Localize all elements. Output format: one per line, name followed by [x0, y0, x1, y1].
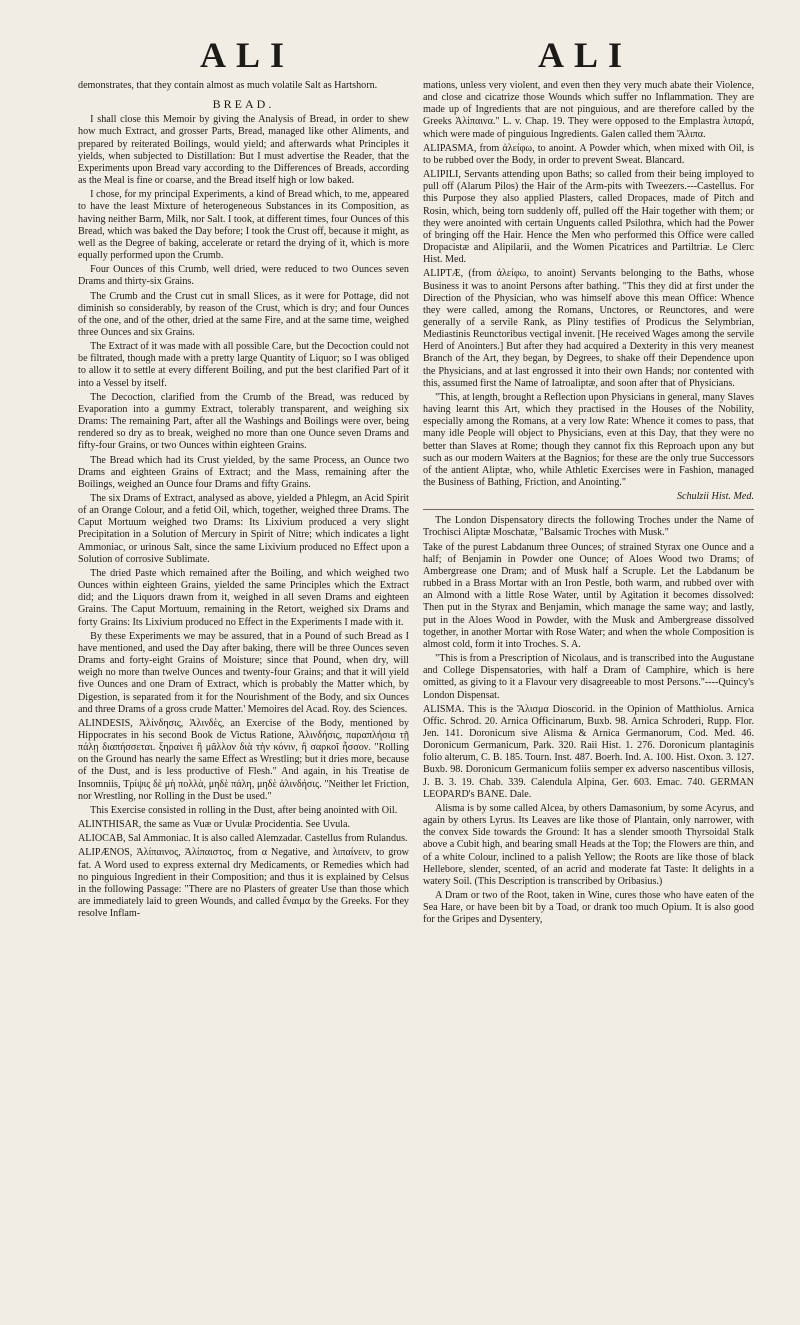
dictionary-entry: ALISMA. This is the Ἄλισμα Dioscorid. in the Opinion of Matthiolus. Arnica Offic. Schrod. 20. Arnica Officinarum, Buxb. 98. Arnica Schroderi, Rupp. Flor. Jen. 141. Doronicum sive Alisma & Arnica Germanorum, Cod. Med. 46. Doronicum Germanicum, Park. 320. Raii Hist. 1. 276. Doronicum plantaginis folio alterum, C. B. 185. Tourn. Inst. 487. Boerh. Ind. A. 100. Hist. Oxon. 3. 127. Buxb. 98. Doronicum Germanicum foliis semper ex adverso nascentibus villosis, J. B. 3. 19. Chab. 339. Calendula Alpina, Ger. 603. Emac. 740. GERMAN LEOPARD's BANE. Dale. [423, 703, 754, 800]
paragraph: "This is from a Prescription of Nicolaus, and is transcribed into the Augustane and College Dispensatories, with half a Dram of Camphire, which is here omitted, as giving to it a Flavour very disagreeable to most Persons."----Quincy's London Dispensat. [423, 653, 754, 701]
left-column [78, 80, 409, 928]
recipe-block: Take of the purest Labdanum three Ounces; of strained Styrax one Ounce and a half; of Benjamin in Powder one Ounce; of Aloes Wood two Drams; of Ambergrease one Dram; and of Musk half a Scruple. Let the Labdanum be rubbed in a Brass Mortar with an Iron Pestle, both warm, and rubbed over with an Almond with a little Rose Water, until by Agitation it becomes dissolved: Then put in the Styrax and Benjamin, which manage the same way; and lastly, put in the Aloes Wood in Powder, with the Musk and Ambergrease dissolved together, in another Mortar with Rose Water; and when the whole Composition is almost cold, form it into Troches. S. A. [423, 541, 754, 650]
divider [423, 509, 754, 510]
paragraph: I shall close this Memoir by giving the Analysis of Bread, in order to shew how much Extract, and grosser Parts, Bread, managed like other Aliments, and prepared by reiterated Boilings, would yield; and afterwards what Principles it yields, when subjected to Distillation: But I must advertise the Reader, that the Experiments upon Bread vary according to the Differences of Breads, according as the Meal is fine or coarse, and the Bread itself high or low baked. [78, 114, 409, 187]
paragraph: The six Drams of Extract, analysed as above, yielded a Phlegm, an Acid Spirit of an Orange Colour, and a fetid Oil, which, together, weighed three Drams. The Caput Mortuum weighed two Drams: Its Lixivium produced a very slight Precipitation in a Solution of Mercury in Spirit of Nitre; which indicates a light Ammoniac, or urinous Salt, since the same Lixivium produced no Effect upon a Solution of corrosive Sublimate. [78, 493, 409, 565]
header-left: ALI [199, 35, 295, 75]
dictionary-entry: ALIPASMA, from ἀλείφω, to anoint. A Powder which, when mixed with Oil, is to be rubbed over the Body, in order to prevent Sweat. Blancard. [423, 142, 754, 166]
paragraph: The Extract of it was made with all possible Care, but the Decoction could not be filtrated, though made with a pretty large Quantity of Liquor; so I was obliged to allow it to settle at every different Boiling, and put the best clarified Part of it into a Vessel by itself. [78, 341, 409, 389]
paragraph: The dried Paste which remained after the Boiling, and which weighed two Ounces within eighteen Grains, yielded the same Principles which the Extract did; and the Liquors drawn from it, weighed in all seven Drams and eighteen Grains. The Caput Mortuum, remaining in the Retort, weighed six Drams and forty Grains: Its Lixivium produced no Effect in the Experiments I made with it. [78, 567, 409, 628]
paragraph: A Dram or two of the Root, taken in Wine, cures those who have eaten of the Sea Hare, or have been bit by a Toad, or drank too much Opium. It is also good for the Gripes and Dysentery, [423, 890, 754, 926]
dictionary-entry: ALINDESIS, Ἀλίνδησις, Ἀλινδὲς, an Exercise of the Body, mentioned by Hippocrates in his second Book de Victus Ratione, Ἀλινδήσις, παραπλήσια τῇ πάλῃ διαπήσσεται. ξηραίνει ἢ μᾶλλον διὰ τὴν κόνιν, ἢ σαρκοῖ ἧσσον. "Rolling on the Ground has nearly the same Effect as Wrestling; but it dries more, because of the Dust, and is less productive of Flesh." And again, in his Treatise de Insomniis, Τρίψις δὲ μὴ πολλὰ, μηδὲ πάλη, μηδὲ ἀλινδήσις. "Neither let Friction, nor Wrestling, nor Rolling in the Dust be used." [78, 717, 409, 802]
two-column-body [78, 80, 754, 928]
paragraph: mations, unless very violent, and even then they very much abate their Violence, and close and cicatrize those Wounds which suffer no Inflammation. They are made up of Ingredients that are not pinguious, and are therefore called by the Greeks Ἀλίπαινα." L. v. Chap. 19. They were opposed to the Emplastra λιπαρά, which were made of pinguious Ingredients. Galen called them Ἄλιπα. [423, 80, 754, 140]
citation: Schulzii Hist. Med. [676, 491, 754, 503]
paragraph: The Bread which had its Crust yielded, by the same Process, an Ounce two Drams and eighteen Grains of Extract; and the Mass, remaining after the Boilings, weighed an Ounce four Drams and fifty Grains. [78, 454, 409, 490]
paragraph: By these Experiments we may be assured, that in a Pound of such Bread as I have mentioned, and used the Day after baking, there will be three Ounces seven Drams and forty-eight Grains of Moisture; since that Pound, when dry, will weigh no more than twelve Ounces and twenty-four Grains; and that it will yield five Ounces and one Dram of Extract, which is probably the Matter which, by Digestion, is separated from it for the Nourishment of the Body, and six Ounces and three Drams of a gross crude Matter.' Memoires del Acad. Roy. des Sciences. [78, 630, 409, 715]
paragraph: This Exercise consisted in rolling in the Dust, after being anointed with Oil. [90, 804, 398, 816]
running-header [78, 34, 754, 74]
dictionary-entry: ALIPÆNOS, Ἀλίπαινος, Ἀλίπαιστος, from α Negative, and λιπαίνειν, to grow fat. A Word used to express external dry Medicaments, or Remedies which had no pinguious Ingredient in their Composition; and thus it is explained by Celsus in the following Passage: "There are no Plasters of greater Use than those which are immediately laid to green Wounds, and called ἔναιμα by the Greeks. For they resolve Inflam- [78, 847, 409, 920]
dictionary-entry: ALIPILI, Servants attending upon Baths; so called from their being imployed to pull off (Alarum Pilos) the Hair of the Arm-pits with Tweezers.---Castellus. For this Purpose they also applied Plasters, called Dropaces, made of Pitch and Rosin, which, being torn suddenly off, pulled off the Hair together with them; or they were anointed with certain Unguents called Psilothra, which had the Power of bringing off the Hair. Hence the Men who performed this Office were called Dropacistæ and Alipilarii, and the Women Picatrices and Partiltriæ. Le Clerc Hist. Med. [423, 169, 754, 266]
header-right: ALI [537, 35, 633, 75]
dictionary-entry: ALIOCAB, Sal Ammoniac. It is also called Alemzadar. Castellus from Rulandus. [78, 833, 408, 845]
section-heading: BREAD. [212, 97, 275, 112]
paragraph: The Crumb and the Crust cut in small Slices, as it were for Pottage, did not diminish so considerably, by reason of the Crust, which is dry; and four Ounces of the one, and of the other, dried at the same Fire, and at the same time, weighed three Ounces and six Grains. [78, 290, 409, 338]
paragraph: Alisma is by some called Alcea, by others Damasonium, by some Acyrus, and again by others Lyrus. Its Leaves are like those of Plantain, only narrower, with the convex Side towards the Ground: It has a slender smooth Thyrsoidal Stalk above a Cubit high, and bearing small Heads at the Top; the Flowers are thin, and of a white Colour, inclined to a palish Yellow; the Roots are like those of black Hellebore, slender, scented, of an acrid and moderate fat Taste: It delights in a watery Soil. (This Description is transcribed by Oribasius.) [423, 802, 754, 887]
dictionary-entry: ALINTHISAR, the same as Vuæ or Uvulæ Procidentia. See Uvula. [78, 819, 350, 831]
paragraph: The London Dispensatory directs the following Troches under the Name of Trochisci Aliptæ Moschatæ, "Balsamic Troches with Musk." [423, 515, 754, 539]
dictionary-entry: ALIPTÆ, (from ἀλείφω, to anoint) Servants belonging to the Baths, whose Business it was to anoint Persons after bathing. "This they did at first under the Direction of the Physician, who was himself above this mean Office: Whence they were called, among the Romans, Unctores, or Reunctores, and were generally of a servile Rank, as Pliny testifies of Prodicus the Selymbrian, Mediastinis Reunctoribus vectigal invenit. [He received Wages among the servile Herd of Anointers.] But after they had acquired a Dexterity in this very meanest Branch of the Art, they began, by Degrees, to shake off their Dependence upon the Physicians, and at last engrossed it into their own Hands; nor contented with this, assumed first the Name of Iatroaliptæ, and soon after that of Physicians. [423, 268, 754, 389]
paragraph: The Decoction, clarified from the Crumb of the Bread, was reduced by Evaporation into a gummy Extract, tolerably transparent, and weighing six Drams: The remaining Part, after all the Washings and Boilings were over, being rendered so dry as to break, weighed no more than one Ounce seven Drams and fifty-four Grains, or two Ounces within eighteen Grains. [78, 391, 409, 452]
paragraph: I chose, for my principal Experiments, a kind of Bread which, to me, appeared to have the least Mixture of heterogeneous Substances in its Composition, as having neither Barm, Milk, nor Salt. I took, at different times, four Ounces of this Bread, which was baked the Day before; I took the Crust off, because it might, as well as the Degree of baking, accelerate or retard the drying of it, which is more equally performed upon the Crumb. [78, 189, 409, 262]
paragraph: demonstrates, that they contain almost as much volatile Salt as Hartshorn. [78, 80, 378, 91]
paragraph: Four Ounces of this Crumb, well dried, were reduced to two Ounces seven Drams and thirty-six Grains. [78, 264, 409, 288]
paragraph: "This, at length, brought a Reflection upon Physicians in general, many Slaves having learnt this Art, which they practised in the Houses of the Nobility, especially among the Romans, at a very low Rate: Whence it comes to pass, that many idle People will object to Physicians, even at this Day, that they were no better than Slaves at Rome; though they cannot fix this Reproach upon any but such as our modern Waiters at the Bagnios; for these are the only true Successors of the antient Aliptæ, who, while Athletic Exercises were in Fashion, managed the Business of Bathing, Friction, and Anointing." [423, 391, 754, 488]
right-column [423, 80, 754, 928]
